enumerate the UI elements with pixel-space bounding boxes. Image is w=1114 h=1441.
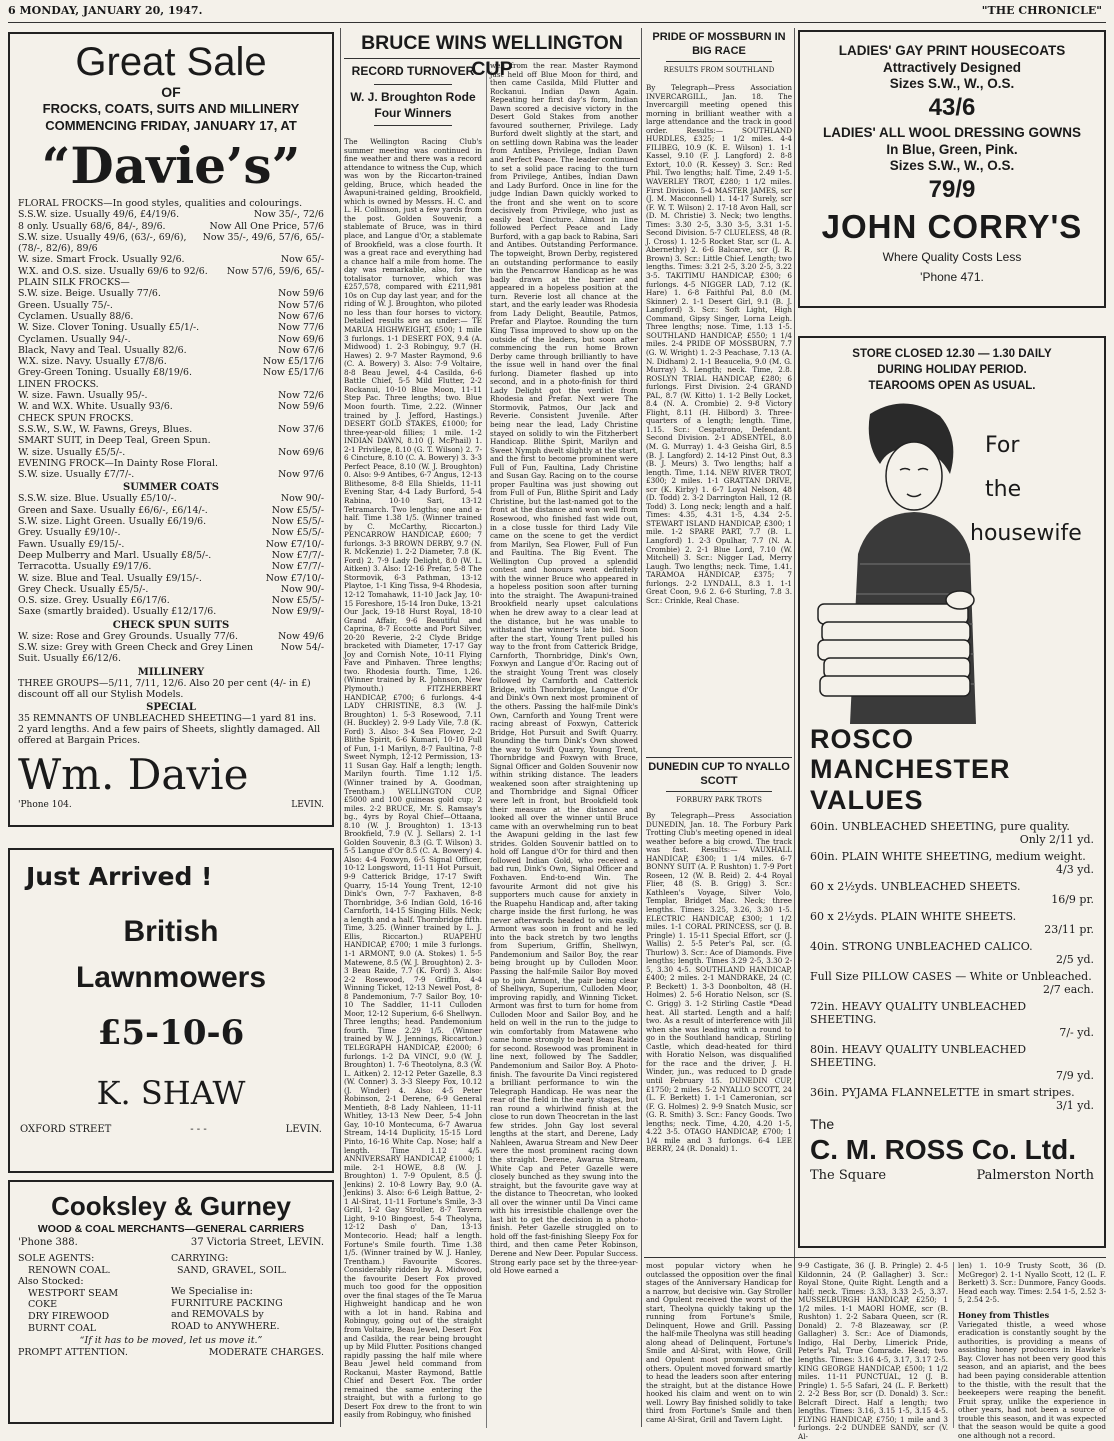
cooksley-moderate: MODERATE CHARGES. xyxy=(208,1347,324,1359)
coat-item-desc: Terracotta. Usually £9/17/6. xyxy=(18,561,152,573)
cooksley-spec: We Specialise in: xyxy=(171,1286,253,1298)
davies-item xyxy=(18,424,324,435)
continuation-col-b xyxy=(798,1261,948,1441)
spun-title: CHECK SPUN SUITS xyxy=(112,619,230,631)
ross-square: The Square xyxy=(810,1168,887,1183)
davies-item xyxy=(18,277,324,288)
davies-item-price xyxy=(320,198,324,209)
shaw-footer xyxy=(20,1124,322,1135)
masthead-rule xyxy=(8,22,1106,23)
cooksley-sub: WOOD & COAL MERCHANTS—GENERAL CARRIERS xyxy=(37,1223,305,1235)
coat-item-desc: Fawn. Usually £9/15/-. xyxy=(18,538,125,550)
coat-item xyxy=(18,527,324,538)
corry-phone: 'Phone 471. xyxy=(920,270,984,284)
davies-line1: FROCKS, COATS, SUITS AND MILLINERY xyxy=(42,101,300,116)
bruce-body-col1 xyxy=(344,138,482,1428)
cooksley-sand: SAND, GRAVEL, SOIL. xyxy=(177,1264,287,1276)
davies-item-desc: Grey-Green Toning. Usually £8/19/6. xyxy=(18,367,193,379)
coat-item-price: Now £7/7/- xyxy=(271,549,324,561)
davies-item xyxy=(18,232,324,255)
coat-item-price: Now 90/- xyxy=(280,493,324,505)
davies-item-price: Now £5/17/6 xyxy=(263,356,324,368)
coat-item xyxy=(18,516,324,527)
cooksley-body xyxy=(18,1253,324,1334)
corry-price1: 43/6 xyxy=(928,94,976,121)
ross-name: C. M. ROSS Co. Ltd. xyxy=(810,1134,1076,1165)
bruce-sub2: W. J. Broughton Rode Four Winners xyxy=(350,90,476,120)
corry-l6: Sizes S.W., W., O.S. xyxy=(889,158,1015,173)
davies-item-desc: W.X. size. Navy. Usually £7/8/6. xyxy=(18,356,167,368)
shaw-street: OXFORD STREET xyxy=(20,1124,112,1135)
ross-item-desc: 72in. HEAVY QUALITY UNBLEACHED SHEETING. xyxy=(810,1000,1027,1026)
cooksley-prompt: PROMPT ATTENTION. xyxy=(18,1347,128,1359)
ross-item-price: 7/9 yd. xyxy=(1056,1069,1094,1082)
coat-item-price: Now £5/5/- xyxy=(271,527,324,539)
thistles-text: Variegated thistle, a weed whose eradication is constantly sought by the authorities, is providing a means of assisting honey producers in Hawke's Bay. Clover has not been very good this season, and an apiarist, and the bees had been paying considerable attention to the thistle, with the result that the beekeepers were reaping the benefit. Fruit spray, unlike the experience in other years, had not been a source of trouble this season, and it was expected that the season would be quite a good one although not a record. xyxy=(958,1319,1106,1440)
davies-item-desc: S.W. size. Beige. Usually 77/6. xyxy=(18,288,161,300)
davies-town: LEVIN. xyxy=(291,799,324,810)
coat-item-price: Now £9/9/- xyxy=(271,606,324,618)
davies-item-desc: PLAIN SILK FROCKS— xyxy=(18,277,130,289)
ross-s2: DURING HOLIDAY PERIOD. xyxy=(877,364,1027,376)
cooksley-left xyxy=(18,1253,171,1334)
davies-item-price: Now 35/-, 72/6 xyxy=(253,209,324,221)
davies-item-desc: SMART SUIT, in Deep Teal, Green Spun. xyxy=(18,435,211,447)
cooksley-contact xyxy=(18,1236,324,1250)
rosco-line3: VALUES xyxy=(810,785,924,815)
ross-s3: TEAROOMS OPEN AS USUAL. xyxy=(868,380,1036,392)
coat-item-desc: Green and Saxe. Usually £6/6/-, £6/14/-. xyxy=(18,504,208,516)
davies-item-price: Now 57/6, 59/6, 65/- xyxy=(226,265,324,277)
cooksley-name: Cooksley & Gurney xyxy=(51,1191,291,1221)
davies-item-price: Now 72/6 xyxy=(278,390,324,402)
column-rule xyxy=(340,28,341,1427)
davies-item-desc: EVENING FROCK—In Dainty Rose Floral. xyxy=(18,457,218,469)
davies-item xyxy=(18,300,324,311)
dunedin-article xyxy=(646,760,792,805)
davies-item-price: Now 65/- xyxy=(280,254,324,266)
bruce-body-col2 xyxy=(490,62,638,1430)
ross-the: the xyxy=(985,477,1022,502)
coat-item-desc: O.S. size. Grey. Usually £6/17/6. xyxy=(18,595,170,607)
rosco-line1: ROSCO xyxy=(810,724,915,754)
column-rule xyxy=(794,28,795,1427)
coat-item-price: Now £5/5/- xyxy=(271,595,324,607)
bruce-body-cont: well from the rear. Master Raymond just held off Blue Moon for third, and then came Casilda, Mild Flutter and Rockanui. Indian Dawn Again. Repeating her first day's form, Indian Dawn scored a decisive victory in the Desert Gold Stakes from another favoured southerner, Privilege. Lady Burford dwelt slightly at the start, and on settling down Rabina was the leader from Antibes, Privilege, Indian Dawn and Perfect Peace. The leader continued to set a solid pace racing to the turn from Privilege, Antibes, Indian Dawn and Lady Burford. Once in line for the judge Indian Dawn quickly worked to the front and she went on to score decisively from Privilege, who just as easily beat Cincture. Almost in line followed Perfect Peace and Lady Burford, with a gap back to Rabina, Sari and Antibes. Outstanding Performance. The topweight, Brown Derby, registered an outstanding performance to easily win the Pencarrow Handicap as he was badly drawn at the barrier and appeared in a hopeless position at the turn. Reverie lost all chance at the start, and the early leader was Rhodesia from Lady Delight, Beautile, Patmos, Prefar and Playtoe. Rounding the turn King Tissa improved to show up on the outside of the leaders, but soon after commencing the run home Brown Derby came through brilliantly to have the issue well in hand over the final furlong. Diameter flashed up into second, and in a photo-finish for third Lady Delight got the verdict from Rhodesia and Prefar. Next were The Stormovik, Patmos, Our Jack and Reverie. Consistent Juvenile. After being near the lead, Lady Christine stayed on solidly to win the Fitzherbert Handicap. Blithe Spirit, Marilyn and Sweet Nymph dwelt slightly at the start, and the first to become prominent were Full of Fun, Faultina, Lady Christine and Susan Gay. Racing on to the course proper Faultina was just showing out from Full of Fun, Blithe Spirit and Lady Christine, but the last-named got to the front at the distance and won well from Rosewood, who finished fast wide out, in a close tussle for third Lady Vile came on the scene to get the verdict from Marilyn, Sea Flower, Full of Fun and Faultina. The Big Event. The Wellington Cup proved a splendid contest and honours went definitely with the winner Bruce who appeared in a hopeless position soon after turning into the straight. The Awapuni-trained Brookfield nearly upset calculations when he drew away to a clear lead at the distance, but he was unable to withstand the winner's late bid. Soon after the start, Young Trent pulled his way to the front from Catterick Bridge, Carnforth, Thornbridge, Dink's Own, Foxwyn and Langue d'Or. Racing out of the straight Young Trent was closely followed by Carnforth and Catterick Bridge, with Thornbridge, Langue d'Or and Dink's Own next most prominent of the others. Passing the half-mile Dink's Own, Carnforth and Young Trent were racing abreast of Foxwyn, Catterick Bridge, Hot Pursuit and Swift Quarry. Rounding the turn Dink's Own showed the way to Swift Quarry, Young Trent, Thornbridge and Foxwyn with Bruce, Signal Officer and Golden Souvenir now within striking distance. The leaders weakened soon after straightening up and Thornbridge and Signal Officer were left in front, but Brookfield took their measure at the distance and looked all over the winner until Bruce came with an overwhelming run to beat the Awapuni gelding in the last few strides. Golden Souvenir battled on to hold off Langue d'Or for third and then followed Indian Gold, who received a bad run, Dink's Own, Signal Officer and Foxhaven. End-to-end Win. The favourite Armont did not give his supporters much cause for anxiety in the Ruapehu Handicap and, after taking charge inside the first furlong, he was never afterwards headed to win easily. Armont was soon in front and he led into the back stretch by two lengths from Superium, Griffin, Shellwyn, Pandemonium and Sailor Boy, the rear being brought up by Culloden Moor. Passing the half-mile Sailor Boy moved up to join Armont, the pair being clear of Shellwyn, Superium, Culloden Moor, improving rapidly, and Winning Ticket. Armont was first to turn for home from Culloden Moor and Sailor Boy, and he held on well in the run to the judge to win comfortably from Matawene who came home strongly to beat Beau Raide for second. Rosewood was prominent in line next, followed by The Saddler, Pandemonium and Sailor Boy. A Photo-finish. The favourite Da Vinci registered a brilliant performance to win the Telegraph Handicap. He was near the rear of the field in the early stages, but ran round a whirlwind finish at the close to run down Theocretan in the last few strides. John Gay lost several lengths at the start, and Derene, Lady Nahleen, Awarua Stream and New Deer were the most prominent racing down the straight. Derene, Awarua Stream, White Cap and Peter Gazelle were closely bunched as they swung into the straight, but the favourite gave way at the distance to Theocretan, who looked all over the winner until Da Vinci came with his irresistible challenge over the last bit to get the decision in a photo-finish. Peter Gazelle struggled on to hold off the fast-finishing Sleepy Fox for third, and then came Peter Robinson, Derene and New Deer. Popular Success. Strong early pace set by the three-year-old Howe earned a xyxy=(490,61,638,1276)
ross-items xyxy=(810,820,1094,1112)
sheets-stack xyxy=(818,604,970,696)
coat-item xyxy=(18,505,324,516)
article-rule xyxy=(646,757,792,758)
davies-item-price: Now 67/6 xyxy=(278,310,324,322)
coat-item-desc: S.W. size. Light Green. Usually £6/19/6. xyxy=(18,516,207,528)
davies-item-price: Now 69/6 xyxy=(278,446,324,458)
mossburn-body xyxy=(646,84,792,756)
coat-item-price: Now £7/7/- xyxy=(271,561,324,573)
cooksley-furn: FURNITURE PACKING xyxy=(171,1297,283,1309)
davies-item xyxy=(18,356,324,367)
rosco-line2: MANCHESTER xyxy=(810,754,1011,784)
davies-name: “Davie’s” xyxy=(41,136,301,195)
continuation-a-text: most popular victory when he outclassed the opposition over the final stages of the Anniversary Handicap for a narrow, but decisive win. Gay Stroller and Opulent received the worst of the start, Theolyna quickly taking up the running from Fortune's Smile, Delinquent, Howe and Grill. Passing the half-mile Theolyna was still heading along ahead of Delinquent, Fortune's Smile and Al-Sirat, with Howe, Grill and Opulent most prominent of the others. Opulent moved forward smartly to head the leaders soon after entering the straight, but at the distance Howe hooked his claim and went on to win well. Lowry Bay finished solidly to take third from Fortune's Smile and then came Al-Sirat, Grill and Tavern Light. xyxy=(646,1261,792,1424)
ross-item xyxy=(810,910,1094,936)
ross-for: For xyxy=(985,433,1020,458)
davies-item-desc: W. size. Usually £5/5/-. xyxy=(18,446,126,458)
cooksley-and: and REMOVALS by xyxy=(171,1309,264,1321)
ross-item-desc: 40in. STRONG UNBLEACHED CALICO. xyxy=(810,940,1033,953)
davies-item-price: Now 59/6 xyxy=(278,401,324,413)
bruce-sub1: RECORD TURNOVER xyxy=(351,64,475,78)
coats-title: SUMMER COATS xyxy=(122,482,220,494)
ross-item-price: 4/3 yd. xyxy=(1056,863,1094,876)
coat-item-price: Now £5/5/- xyxy=(271,516,324,528)
davies-item xyxy=(18,266,324,277)
continuation-c-text: len) 1. 10-9 Trusty Scott, 36 (D. McGregor) 2. 1-1 Nyallo Scott, 12 (L. F. Berkett) 3. Scr.: Dunmore, Fancy Goods. Head each way. Times: 2.54 1-5, 2.52 3-5, 2.54 2-5. xyxy=(958,1261,1106,1305)
spun-item-desc: S.W. size: Grey with Green Check and Grey Linen Suit. Usually £6/12/6. xyxy=(18,641,254,665)
davies-item-desc: S.S.W., S.W., W. Fawns, Greys, Blues. xyxy=(18,423,193,435)
shaw-lawnmowers: Lawnmowers xyxy=(75,961,267,994)
cooksley-also: Also Stocked: xyxy=(18,1276,84,1288)
davies-item-desc: CHECK SPUN FROCKS. xyxy=(18,412,134,424)
cooksley-ad xyxy=(8,1180,334,1424)
cooksley-quote: “If it has to be moved, let us move it.” xyxy=(79,1335,263,1347)
ross-the2: The xyxy=(810,1116,835,1132)
spun-item xyxy=(18,631,324,642)
davies-item-desc: Black, Navy and Teal. Usually 82/6. xyxy=(18,344,187,356)
davies-item xyxy=(18,254,324,265)
coat-item-desc: Grey Check. Usually £5/5/-. xyxy=(18,583,149,595)
mossburn-text: By Telegraph—Press Association INVERCARGILL, Jan. 18. The Invercargill meeting opened this morning in brilliant weather with a large attendance and the track in good order. Results:— SOUTHLAND HURDLES, £325; 1 1/2 miles. 4-4 FILIBEG, 10.9 (K. E. Wilson) 1. 1-1 Kassel, 9.10 (F. J. Langford) 2. 8-8 Extort, 10.0 (R. Kessey) 3. Scr.: Red Phil. Two lengths; half. Time, 2.49 1-5. WAVERLEY TROT, £280; 1 1/2 miles. First Division. 5-4 MASTER JAMES, scr (J. M. Macconnell) 1. 14-17 Surely, scr (F. W. T. Wilson) 2. 17-18 Avon Hall, scr (D. M. Christie) 3. Neck; two lengths. Times: 3.30 2-5, 3.30 3-5, 3.31 1-5. Second Division. 5-7 CLUELESS, 48 (R. J. Cross) 1. 12-5 Rocket Star, scr (L. A. Abernethy) 2. 6-6 Balcarve, scr (J. R. Brown) 3. Scr.: Little Chief. Length; two lengths. Times: 3.21 2-5, 3.20 2-5, 3.22 3-5. TAKITIMU HANDICAP, £300; 6 furlongs. 4-5 NIGGER LAD, 7.12 (K. Hare) 1. 6-8 Faithful Pal, 8.0 (M. Skinner) 2. 1-1 Desert Girl, 9.1 (B. J. Langford) 3. Scr.: Soft Light, High Command, Gipsy Singer, Lorna Leigh. Three lengths; nose. Time, 1.13 1-5. SOUTHLAND HANDICAP, £550; 1 1/4 miles. 2-4 PRIDE OF MOSSBURN, 7.7 (G. W. Wright) 1. 2-3 Peachase, 7.13 (A. N. Didham) 2. 1-1 Beaucelia, 9.0 (M. G. Murray) 3. Length; neck. Time, 2.8. ROSLYN TRIAL HANDICAP, £280; 6 furlongs. First Division. 2-4 GRAND PAL, 8.7 (W. Kitto) 1. 1-2 Belly Locket, 8.4 (N. A. Crombie) 2. 9-8 Victory Flight, 8.11 (H. Hilbord) 3. Three-quarters of a length; length. Time, 1.15. Scr.: Cespatrono, Defendant. Second Division. 2-1 ADSENTEL, 8.0 (M. G. Murray) 1. 4-3 Geisha Girl, 8.5 (B. J. Langford) 2. 14-12 Pinst Out, 8.3 (B. J. Meurs) 3. Two lengths; half a length. Time, 1.14. NEW RIVER TROT, £300; 2 miles. 1-1 GRATTAN DRIVE, scr (K. Kirby) 1. 6-7 Loyal Nelson, 48 (D. Todd) 2. 3-2 Darrington Hall, 12 (R. Todd) 3. Long neck; length and a half. Times: 4.35, 4.31 1-5, 4.34 2-5. STEWART ISLAND HANDICAP, £300; 1 mile. 1-2 SPARE PART, 7.7 (B. L. Langford) 1. 2-3 Opulhar, 7.7 (N. A. Crombie) 2. 2-1 Blue Lord, 7.10 (W. Mitchell) 3. Scr.: Nigger Lad, Merry Laugh. Two lengths; neck. Time, 1.41. TARAMOA HANDICAP, £375; 7 furlongs. 2-2 LYNDALL, 8.3 1. 1-1 Great Coon, 9.6 2. 6-6 Sturling, 7.8 3. Scr.: Crinkle, Real Chase. xyxy=(646,83,792,605)
davies-item-desc: W. and W.X. White. Usually 93/6. xyxy=(18,401,173,413)
ross-s1: STORE CLOSED 12.30 — 1.30 DAILY xyxy=(852,348,1052,360)
headline-rule xyxy=(344,58,640,59)
ross-item xyxy=(810,1043,1094,1082)
ross-item-price: 7/- yd. xyxy=(1059,1026,1094,1039)
davies-item-price: Now 67/6 xyxy=(278,344,324,356)
davies-item-desc: LINEN FROCKS. xyxy=(18,378,99,390)
davies-item-desc: Green. Usually 75/-. xyxy=(18,299,113,311)
ross-item xyxy=(810,850,1094,876)
davies-item-desc: S.W. size. Usually £7/7/-. xyxy=(18,469,135,481)
spun-item-desc: W. size: Rose and Grey Grounds. Usually 77/6. xyxy=(18,630,238,642)
davies-item xyxy=(18,288,324,299)
sub-rule xyxy=(666,791,772,792)
davies-item xyxy=(18,198,324,209)
ross-item-desc: 60in. UNBLEACHED SHEETING, pure quality. xyxy=(810,820,1070,833)
ross-item-price: Only 2/11 yd. xyxy=(1019,833,1094,846)
masthead-paper: "THE CHRONICLE" xyxy=(981,4,1102,17)
davies-item-price: Now All One Price, 57/6 xyxy=(209,220,324,232)
cooksley-footer xyxy=(18,1347,324,1359)
davies-item-desc: W. size. Fawn. Usually 95/-. xyxy=(18,390,148,402)
ross-item-price: 3/1 yd. xyxy=(1056,1099,1094,1112)
shaw-british: British xyxy=(123,915,219,948)
ross-item-desc: 60 x 2½yds. PLAIN WHITE SHEETS. xyxy=(810,910,1017,923)
cooksley-right xyxy=(171,1253,324,1334)
shaw-town: LEVIN. xyxy=(285,1124,322,1135)
davies-item xyxy=(18,401,324,412)
shaw-just-arrived: Just Arrived ! xyxy=(26,862,213,891)
ross-item-price: 23/11 pr. xyxy=(1044,923,1094,936)
davies-item-price xyxy=(320,277,324,288)
continuation-col-a xyxy=(646,1262,792,1428)
davies-item-desc: W. size. Smart Frock. Usually 92/6. xyxy=(18,254,185,266)
ross-item xyxy=(810,880,1094,906)
davies-item xyxy=(18,367,324,378)
davies-item-price xyxy=(320,458,324,469)
column-rule xyxy=(486,62,487,1428)
continuation-b-text: 9-9 Castigate, 36 (J. B. Pringle) 2. 4-5 Kildonnin, 24 (P. Gallagher) 3. Scr.: Royal Stone, Quite Right. Length and a half; neck. Times: 3.33, 3.33 2-5, 3.37. MUSSELBURGH HANDICAP, £250; 1 1/2 miles. 1-1 MAORI HOME, scr (B. Rushton) 1. 2-2 Sabara Queen, scr (R. Donald) 2. 7-8 Blazeaway, scr (P. Gallagher) 3. Scr.: Ace of Diamonds, Indigo, Hal Derby, Limerick Pride, Peter's Pal, True Comrade. Head; two lengths. Times: 3.16 4-5, 3.17, 3.17 2-5. KING GEORGE HANDICAP, £500; 1 1/2 miles. 11-11 PUNCTUAL, 12 (J. B. Pringle) 1. 5-5 Safari, 24 (L. F. Berkett) 2. 2-2 Bess Bor, scr (D. Donald) 3. Scr.: Belcraft Direct. Half a length; two lengths. Times: 3.16, 3.15 1-5, 3.15 4-5. FLYING HANDICAP, £750; 1 mile and 3 furlongs. 2-2 DUNDEE SANDY, scr (V. Al- xyxy=(798,1261,948,1441)
davies-item-price: Now 69/6 xyxy=(278,333,324,345)
davies-item-desc: FLORAL FROCKS—In good styles, qualities and colourings. xyxy=(18,198,303,209)
shaw-ad xyxy=(8,848,334,1173)
davies-footer xyxy=(18,800,324,810)
coat-item-price: Now £5/5/- xyxy=(271,504,324,516)
spun-item-price: Now 54/- xyxy=(280,641,324,653)
davies-item-price: Now 59/6 xyxy=(278,288,324,300)
coat-item xyxy=(18,493,324,504)
davies-item xyxy=(18,311,324,322)
coat-item xyxy=(18,606,324,617)
davies-item-price: Now £5/17/6 xyxy=(263,367,324,379)
coat-item xyxy=(18,584,324,595)
davies-item-desc: W.X. and O.S. size. Usually 69/6 to 92/6. xyxy=(18,265,208,277)
corry-price2: 79/9 xyxy=(928,176,976,203)
ross-item-desc: 60in. PLAIN WHITE SHEETING, medium weight. xyxy=(810,850,1086,863)
coat-item-price: Now £7/10/- xyxy=(265,572,324,584)
ross-item xyxy=(810,970,1094,996)
corry-l1: LADIES' GAY PRINT HOUSECOATS xyxy=(838,43,1066,58)
special-text: 35 REMNANTS OF UNBLEACHED SHEETING—1 yard 81 ins. 2 yard lengths. And a few pairs of Sheets, slightly damaged. All offered at Bargain Prices. xyxy=(18,712,321,746)
cooksley-phone: 'Phone 388. xyxy=(18,1237,78,1248)
shaw-price: £5-10-6 xyxy=(97,1013,245,1053)
cooksley-westport: WESTPORT SEAM xyxy=(28,1287,119,1299)
davies-item-price: Now 37/6 xyxy=(278,423,324,435)
davies-of: OF xyxy=(161,84,181,100)
corry-tag: Where Quality Costs Less xyxy=(882,250,1022,264)
davies-item xyxy=(18,345,324,356)
davies-item-price: Now 77/6 xyxy=(278,322,324,334)
special-title: SPECIAL xyxy=(146,701,196,713)
corry-l5: In Blue, Green, Pink. xyxy=(886,142,1018,157)
ross-item xyxy=(810,820,1094,846)
ross-footer xyxy=(810,1167,1094,1185)
davies-item-price: Now 97/6 xyxy=(278,469,324,481)
coat-item xyxy=(18,595,324,606)
davies-phone: 'Phone 104. xyxy=(18,799,72,810)
davies-item-price xyxy=(320,413,324,424)
ross-item-desc: 36in. PYJAMA FLANNELETTE in smart stripes. xyxy=(810,1086,1075,1099)
ross-item-price: 2/5 yd. xyxy=(1056,953,1094,966)
shaw-name: K. SHAW xyxy=(96,1074,246,1112)
ross-town: Palmerston North xyxy=(976,1168,1094,1183)
dunedin-headline: DUNEDIN CUP TO NYALLO SCOTT xyxy=(648,761,790,787)
coat-item-desc: Saxe (smartly braided). Usually £12/17/6. xyxy=(18,606,217,618)
davies-item-desc: S.W. size. Usually 49/6, (63/-, 69/6), (78/-, 82/6), 89/6 xyxy=(18,231,187,255)
davies-item xyxy=(18,447,324,458)
davies-item-desc: W. Size. Clover Toning. Usually £5/1/-. xyxy=(18,322,200,334)
ross-item-price: 2/7 each. xyxy=(1042,983,1094,996)
ross-item-price: 16/9 pr. xyxy=(1051,893,1094,906)
davies-line2: COMMENCING FRIDAY, JANUARY 17, AT xyxy=(45,118,297,133)
davies-ad xyxy=(8,32,334,827)
davies-item xyxy=(18,209,324,220)
bruce-headline: BRUCE WINS WELLINGTON CUP xyxy=(361,32,623,80)
ross-item-desc: 80in. HEAVY QUALITY UNBLEACHED SHEETING. xyxy=(810,1043,1027,1069)
cooksley-carrying: CARRYING: xyxy=(171,1253,229,1264)
ross-item xyxy=(810,1000,1094,1039)
coat-item-desc: W. size. Blue and Teal. Usually £9/15/-. xyxy=(18,572,202,584)
ross-item-desc: 60 x 2½yds. UNBLEACHED SHEETS. xyxy=(810,880,1021,893)
davies-item xyxy=(18,322,324,333)
housewife-illustration-block xyxy=(810,394,1094,724)
dunedin-text: By Telegraph—Press Association DUNEDIN, Jan. 18. The Forbury Park Trotting Club's meeting opened in ideal weather before a big crowd. The track was fast. Results:— VAUXHALL HANDICAP, £300; 1 1/4 miles. 6-7 BONNY SUIT (A. P. Rushton) 1. 7-9 Port Roseen, 12 (W. B. Reid) 2. 4-4 Royal Flier, 48 (S. B. Grigg) 3. Scr.: Kathleen's Voyage, Silver Volo, Templar, Bridget Mac. Neck; three lengths. Times: 3.25, 3.26, 3.30 1-5. ELECTRIC HANDICAP, £300; 1 1/2 miles. 1-1 CORAL PRINCESS, scr (J. B. Pringle) 1. 15-11 Special Effort, scr (J. Wallis) 2. 5-5 Peter's Pal, scr. (G. Thurlow) 3. Scr.: Ace of Diamonds. Five lengths; length. Times 3.29 2-5, 3.30 2-5, 3.30 4-5. SOUTHLAND HANDICAP, £400; 2 miles. 2-1 MANDRAKE, 24 (C. P. Beckett) 1. 3-3 Doonbolton, 48 (H. Holmes) 2. 5-6 Horatio Nelson, scr (S. C. Grigg) 3. 1-2 Stirling Castle *Dead heat. All started. Length and a half; two. As a result of interference with Jill when she was leading with a round to go in the Southland handicap, Stirling Castle, which dead-heated for third with Horatio Nelson, was disqualified for the race and the driver, J. H. Winder, jun., was reduced to D grade until February 15. DUNEDIN CUP, £1750; 2 miles. 5-2 NYALLO SCOTT, 24 (L. F. Berkett) 1. 1-1 Cameronian, scr (F. G. Holmes) 2. 9-9 Snatch Music, scr (G. R. Smith) 3. Scr.: Fancy Goods. Two lengths; neck. Time, 4.20, 4.20 1-5, 4.22 3-5. OTAGO HANDICAP, £700; 1 1/4 mile and 3 furlongs. 6-4 LEE BERRY, 24 (R. Donald) 1. xyxy=(646,811,792,1154)
dunedin-sub: FORBURY PARK TROTS xyxy=(676,796,762,804)
davies-item xyxy=(18,413,324,424)
bruce-subheads xyxy=(344,60,482,130)
corry-ad xyxy=(798,30,1106,308)
davies-item xyxy=(18,334,324,345)
cooksley-coal: BURNT COAL xyxy=(28,1322,97,1334)
masthead-date: 6 MONDAY, JANUARY 20, 1947. xyxy=(8,4,203,17)
shaw-dashes: - - - xyxy=(190,1124,207,1135)
bruce-body: The Wellington Racing Club's summer meeting was continued in fine weather and there was a record attendance to witness the Cup, which was won by the Riccarton-trained gelding, Bruce, which headed the Awapuni-trained gelding, Brookfield, which is owned by Messrs. H. C. and L. H. Collinson, just a few yards from the post. Golden Souvenir, a stablemate of Bruce, was in third place, and Langue d'Or, a stablemate of Brookfield, was a close fourth. It was a great race and everything had a chance half a mile from home. The day was remarkable, also, for the totalisator turnover, which was £257,578, compared with £211,981 10s on Cup day last year, and for the riding of W. J. Broughton, who piloted no less than four horses to victory. Detailed results are as under:— TE MARUA HIGHWEIGHT, £500; 1 mile 3 furlongs. 1-1 DESERT FOX, 9.4 (A. Midwood) 1. 2-3 Robinguy, 9.7 (H. Hawes) 2. 9-7 Master Raymond, 9.6 (C. A. Bowery) 3. Also: 7-9 Voltaire, 8-8 Beau Jewel, 4-4 Casilda, 6-6 Battle Chief, 5-5 Mild Flutter, 2-2 Rockanui, 10-10 Blue Moon, 11-11 Step Pac. Three lengths; two. Blue Moon fourth. Time, 2.22. (Winner trained by J. Jefford, Hastings.) DESERT GOLD STAKES, £1000; for three-year-old fillies; 1 mile. 1-2 INDIAN DAWN, 8.10 (J. McPhail) 1. 2-1 Privilege, 8.10 (G. T. Wilson) 2. 7-6 Cincture, 8.10 (C. A. Bowery) 3. 3-3 Perfect Peace, 8.10 (W. J. Broughton) 0. Also: 9-9 Antibes, 6-7 Angus, 12-13 Blithesome, 8-8 Ella Shields, 11-11 Evening Star, 4-4 Lady Burford, 5-4 Rabina, 10-10 Sari, 13-12 Tetramarch. Two lengths; one and a-half. Time 1.38 1/5. (Winner trained by C. McCarthy, Riccarton.) PENCARROW HANDICAP, £600; 7 furlongs. 3-3 BROWN DERBY, 9.7 (N. R. McKenzie) 1. 2-2 Diameter, 7.8 (K. Ford) 2. 7-9 Lady Delight, 8.0 (W. L. Aitken) 3. Also: 12-16 Prefar, 5-8 The Stormovik, 6-3 Pathman, 13-12 Playtoe, 1-1 King Tissa, 9-4 Rhodesia, 12-12 Tomahawk, 11-10 Jack Jay, 10-15 Foreshore, 15-14 Iron Duke, 13-21 Our Jack, 19-18 Hurst Royal, 18-10 Grand Affair, 9-6 Beautiful and Caprina, 8-7 Eccotte and Port Silver, 20-20 Reverie, 2-2 Clyde Bridge bracketed with Diameter, 17-17 Gay Joy and Cornish Note, 10-11 Flying Fave and Pinhaven. Three lengths; two. Rhodesia fourth. Time, 1.26. (Winner trained by R. Johnson, New Plymouth.) FITZHERBERT HANDICAP, £700; 6 furlongs. 4-4 LADY CHRISTINE, 8.3 (W. J. Broughton) 1. 5-3 Rosewood, 7.11 (H. Buckley) 2. 9-9 Lady Vile, 7.8 (K. Ford) 3. Also: 3-4 Sea Flower, 2-2 Blithe Spirit, 6-6 Kumari, 10-10 Full of Fun, 1-1 Marilyn, 8-7 Faultina, 7-8 Sweet Nymph, 12-12 Permission, 13-11 Susan Gay. Half a length; length. Marilyn fourth. Time 1.12 1/5. (Winner trained by A. Goodman, Trentham.) WELLINGTON CUP, £5000 and 100 guineas gold cup; 2 miles. 2-2 BRUCE, Mr. S. Ramsay's bg., 4yrs by Royal Chief—Ottaana, 8.10 (W. J. Broughton) 1. 13-13 Brookfield, 7.9 (V. J. Sellars) 2. 1-1 Golden Souvenir, 8.3 (G. T. Wilson) 3. 5-5 Langue d'Or 8.5 (C. A. Bowery) 4. Also: 4-4 Foxwyn, 6-5 Signal Officer, 10-12 Longsword, 11-11 Hot Pursuit, 9-9 Catterick Bridge, 17-17 Swift Quarry, 15-14 Young Trent, 12-10 Dink's Own, 7-7 Faxhaven, 8-8 Thornbridge, 3-6 Indian Gold, 16-16 Carnforth, 14-15 Singing Hills. Neck; a length and a half. Thornbridge fifth. Time, 3.25. (Winner trained by L. J. Ellis, Riccarton.) RUAPEHU HANDICAP, £700; 1 mile 3 furlongs. 1-1 ARMONT, 9.0 (A. Stokes) 1. 5-5 Matewene, 8.5 (W. J. Broughton) 2. 3-3 Beau Raide, 7.7 (K. Ford) 3. Also: 2-2 Rosewood, 7-9 Griffin, 4-4 Winning Ticket, 12-13 Newel Post, 8-8 Pandemonium, 7-7 Sailor Boy, 10-10 The Saddler, 11-11 Culloden Moor, 12-12 Superium, 6-6 Shellwyn. Three lengths; head. Pandemonium fourth. Time 2.29 1/5. (Winner trained by W. J. Jennings, Riccarton.) TELEGRAPH HANDICAP, £2000; 6 furlongs. 1-2 DA VINCI, 9.0 (W. J. Broughton) 1. 7-6 Theotolyna, 8.3 (W. L. Aitken) 2. 12-12 Peter Gazelle, 8.3 (W. Conner) 3. 3-3 Sleepy Fox, 10.12 (J. Winder) 4. Also: 4-5 Peter Robinson, 2-1 Derene, 6-9 General Mentieth, 8-8 Lady Nahleen, 11-11 Whitley, 13-13 New Deer, 5-4 John Gay, 10-10 Montecuma, 6-7 Awarua Stream, 14-14 Duplicity, 15-15 Lord Pinto, 16-16 White Cap. Nose; half a length. Time 1.12 4/5. ANNIVERSARY HANDICAP, £1000; 1 mile. 2-1 HOWE, 8.8 (W. J. Broughton) 1. 7-9 Opulent, 8.5 (J. Jenkins) 2. 10-8 Lowry Bay, 9.0 (A. Jenkins) 3. Also: 6-6 Leigh Battue, 2-1 Al-Sirat, 11-11 Fortune's Smile, 3-3 Grill, 1-2 Gay Stroller, 8-7 Tavern Light, 9-10 Bingoest, 5-4 Theolyna, 12-12 Dash o' Dan, 13-13 Montecorio. Head; half a length. Fortune's Smile fourth. Time 1.38 1/5. (Winner trained by W. J. Hanley, Trentham.) Favourite Scores. Considerably ridden by A. Midwood, the favourite Desert Fox proved much too good for the opposition over the final stages of the Te Marua Highweight handicap and he won with a lot in hand. Rabina and Robinguy, going out of the straight from Voltaire, Beau Jewel, Desert Fox and Casilda, the rear being brought up by Mild Flutter. Positions changed rapidly passing the half mile where Beau Jewel held command from Rockanui, Master Raymond, Battle Chief and Desert Fox. The order remained the same entering the straight, but with a furlong to go Desert Fox drew to the front to win easily from Robinguy, who finished xyxy=(344,137,482,1420)
corry-l4: LADIES' ALL WOOL DRESSING GOWNS xyxy=(823,125,1081,140)
coat-item-desc: Deep Mulberry and Marl. Usually £8/5/-. xyxy=(18,549,212,561)
davie-signature: Wm. Davie xyxy=(18,749,249,799)
spun-item-price: Now 49/6 xyxy=(278,630,324,642)
spun-item xyxy=(18,642,324,665)
coat-item xyxy=(18,561,324,572)
corry-name: JOHN CORRY'S xyxy=(821,208,1083,245)
ross-housewife: housewife xyxy=(970,521,1082,546)
cooksley-renown: RENOWN COAL. xyxy=(28,1264,111,1276)
davies-item xyxy=(18,379,324,390)
cooksley-agents: SOLE AGENTS: xyxy=(18,1253,95,1264)
masthead xyxy=(8,4,1106,20)
ross-ad xyxy=(798,336,1106,1248)
davies-item xyxy=(18,390,324,401)
sub-rule xyxy=(666,61,772,62)
cooksley-coke: COKE xyxy=(28,1299,58,1311)
coat-item xyxy=(18,573,324,584)
davies-item-price xyxy=(320,379,324,390)
sub-rule xyxy=(374,125,452,126)
mossburn-sub: RESULTS FROM SOUTHLAND xyxy=(663,66,775,74)
thistles-head: Honey from Thistles xyxy=(958,1309,1050,1320)
coat-item-price: Now £7/10/- xyxy=(265,538,324,550)
davies-item xyxy=(18,435,324,446)
corry-l2: Attractively Designed xyxy=(882,60,1022,75)
corry-l3: Sizes S.W., W., O.S. xyxy=(889,76,1015,91)
column-rule xyxy=(953,1262,954,1428)
davies-item-price: Now 57/6 xyxy=(278,299,324,311)
mossburn-article xyxy=(646,30,792,75)
davies-item-desc: Cyclamen. Usually 88/6. xyxy=(18,310,134,322)
davies-title: Great Sale xyxy=(75,40,267,84)
davies-item-desc: S.S.W. size. Usually 49/6, £4/19/6. xyxy=(18,209,180,221)
millinery-title: MILLINERY xyxy=(137,666,205,678)
column-rule xyxy=(641,28,642,1427)
davies-item-desc: 8 only. Usually 68/6, 84/-, 89/6. xyxy=(18,220,166,232)
davies-coats xyxy=(18,493,324,617)
davies-items xyxy=(18,198,324,480)
cooksley-dry: DRY FIREWOOD xyxy=(28,1310,110,1322)
coat-item-desc: Grey. Usually £9/10/-. xyxy=(18,527,121,539)
sub-rule xyxy=(374,84,452,85)
coat-item xyxy=(18,550,324,561)
millinery-text: THREE GROUPS—5/11, 7/11, 12/6. Also 20 per cent (4/- in £) discount off all our Stylish Models. xyxy=(18,677,311,700)
mossburn-headline: PRIDE OF MOSSBURN IN BIG RACE xyxy=(652,31,786,57)
cooksley-address: 37 Victoria Street, LEVIN. xyxy=(190,1237,324,1248)
davies-item xyxy=(18,469,324,480)
dunedin-body xyxy=(646,812,792,1254)
coat-item-desc: S.S.W. size. Blue. Usually £5/10/-. xyxy=(18,493,177,505)
ross-item xyxy=(810,1086,1094,1112)
davies-item xyxy=(18,221,324,232)
davies-item-desc: Cyclamen. Usually 94/-. xyxy=(18,333,131,345)
continuation-rule xyxy=(644,1257,1106,1258)
housewife-illustration-icon xyxy=(810,394,980,724)
coat-item xyxy=(18,539,324,550)
continuation-col-c xyxy=(958,1261,1106,1440)
coat-item-price: Now 90/- xyxy=(280,583,324,595)
davies-spun xyxy=(18,631,324,665)
ross-item xyxy=(810,940,1094,966)
cooksley-road: ROAD to ANYWHERE. xyxy=(171,1320,280,1332)
ross-item-desc: Full Size PILLOW CASES — White or Unbleached. xyxy=(810,970,1092,983)
davies-item-price: Now 35/-, 49/6, 57/6, 65/- xyxy=(202,231,324,243)
davies-item-price xyxy=(320,435,324,446)
davies-item xyxy=(18,458,324,469)
